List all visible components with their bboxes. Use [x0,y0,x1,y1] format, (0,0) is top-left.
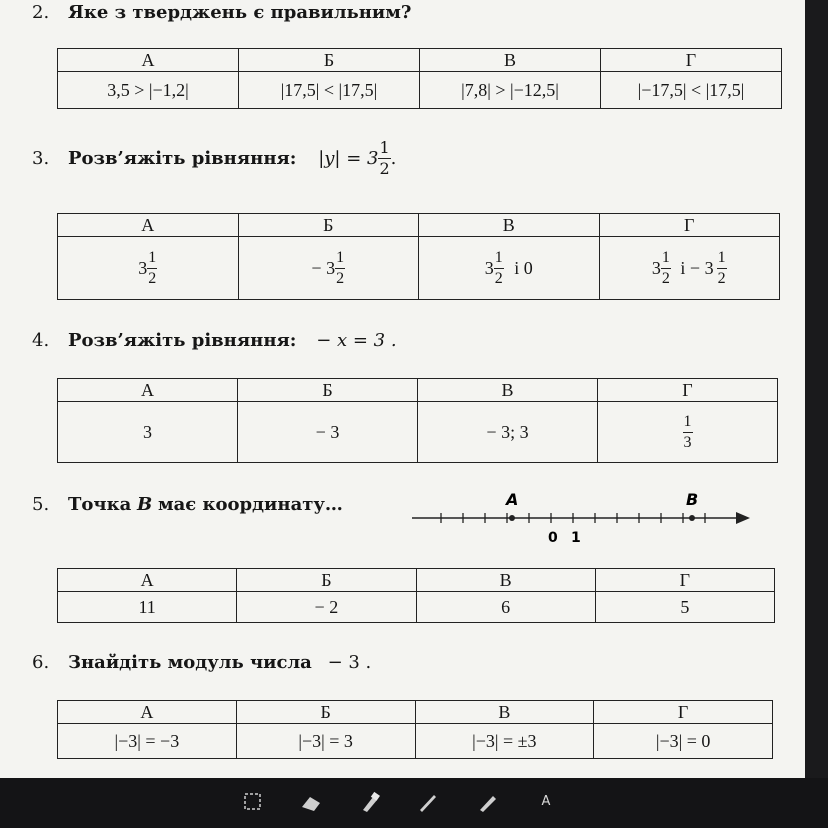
point-a-dot [509,515,515,521]
mixed-fraction-2 [717,250,727,287]
header-b: Б [238,379,418,402]
fraction-numerator: 1 [147,250,157,269]
header-b: Б [237,569,416,592]
header-a: А [58,379,238,402]
answer-fraction [683,414,693,451]
point-b-label: B [686,490,699,509]
tick-label-0: 0 [548,530,558,546]
eraser-icon[interactable] [298,789,324,815]
header-b: Б [239,49,420,72]
question-number: 2. [32,2,50,23]
question-number: 5. [32,494,50,515]
question-6 [32,652,371,673]
equation [318,148,378,169]
answer-a: 11 [58,592,237,623]
pen-icon[interactable] [415,789,441,815]
fraction-denominator: 2 [661,269,670,287]
answer-d [598,402,778,463]
mixed-fraction [494,250,504,287]
header-d: Г [599,214,780,237]
header-d: Г [601,49,782,72]
answer-a [58,237,239,300]
question-text: Точка [68,494,132,515]
text-tool-label: A [541,794,551,809]
number-line [410,490,760,550]
header-c: В [418,379,598,402]
header-a: А [58,701,237,724]
tick-label-1: 1 [571,530,581,546]
mixed-whole: 3 [138,257,148,278]
mixed-fraction [335,250,345,287]
fraction-denominator: 2 [148,269,157,287]
answer-a: 3 [58,402,238,463]
fraction-denominator: 2 [336,269,345,287]
fraction-numerator: 1 [683,414,693,433]
highlighter-icon[interactable] [357,789,383,815]
question-4 [32,330,397,351]
text-icon[interactable] [533,789,559,815]
answer-table-q5 [57,568,775,623]
question-2 [32,2,411,23]
point-b-dot [689,515,695,521]
answer-b [238,237,419,300]
fraction-numerator: 1 [335,250,345,269]
answer-b: − 3 [238,402,418,463]
answer-c: |7,8| > |−12,5| [420,72,601,109]
fraction-numerator: 1 [717,250,727,269]
question-text: Яке з тверджень є правильним? [68,2,412,23]
answer-c [419,237,600,300]
question-number: 6. [32,652,50,673]
question-text: Розв’яжіть рівняння: [68,330,297,351]
fraction-numerator: 1 [494,250,504,269]
answer-c: 6 [416,592,595,623]
answer-a: 3,5 > |−1,2| [58,72,239,109]
answer-mid: і − 3 [680,257,714,278]
answer-table-q4 [57,378,778,463]
question-3 [32,140,396,184]
equation-lhs: |y| = 3 [318,148,379,169]
equation: − x = 3 . [316,330,397,351]
question-5 [32,494,343,515]
header-c: В [419,214,600,237]
header-a: А [58,49,239,72]
fraction-numerator: 1 [379,138,390,157]
header-d: Г [595,569,774,592]
mixed-whole: 3 [484,257,494,278]
answer-c: |−3| = ±3 [415,724,594,759]
mixed-whole: − 3 [311,257,336,278]
equation-fraction [378,140,390,177]
answer-tail: і 0 [514,257,533,278]
answer-a: |−3| = −3 [58,724,237,759]
arrow-right-icon [736,512,750,524]
header-c: В [420,49,601,72]
header-c: В [415,701,594,724]
answer-table-q3 [57,213,780,300]
header-d: Г [598,379,778,402]
answer-table-q6 [57,700,773,759]
mixed-fraction [147,250,157,287]
fraction-denominator: 2 [717,269,726,287]
header-a: А [58,569,237,592]
answer-b: |−3| = 3 [236,724,415,759]
fraction-denominator: 3 [683,433,692,451]
header-b: Б [236,701,415,724]
answer-d: |−17,5| < |17,5| [601,72,782,109]
answer-table-q2 [57,48,782,109]
marker-icon[interactable] [475,789,501,815]
answer-d [599,237,780,300]
question-text-end: має координату… [157,494,343,515]
select-icon[interactable] [240,789,266,815]
question-text: Знайдіть модуль числа [68,652,312,673]
annotation-toolbar [0,778,828,828]
point-label: B [136,494,153,515]
answer-b: |17,5| < |17,5| [239,72,420,109]
question-text: Розв’яжіть рівняння: [68,148,297,169]
answer-c: − 3; 3 [418,402,598,463]
answer-d: 5 [595,592,774,623]
answer-d: |−3| = 0 [594,724,773,759]
point-a-label: A [506,490,519,509]
fraction-numerator: 1 [661,250,671,269]
mixed-whole: 3 [651,257,661,278]
answer-b: − 2 [237,592,416,623]
header-c: В [416,569,595,592]
fraction-denominator: 2 [379,159,390,178]
question-number: 4. [32,330,50,351]
equation-end: . [390,148,397,169]
number-value: − 3 . [327,652,372,673]
question-number: 3. [32,148,50,169]
header-a: А [58,214,239,237]
mixed-fraction [661,250,671,287]
fraction-denominator: 2 [494,269,503,287]
header-b: Б [238,214,419,237]
header-d: Г [594,701,773,724]
